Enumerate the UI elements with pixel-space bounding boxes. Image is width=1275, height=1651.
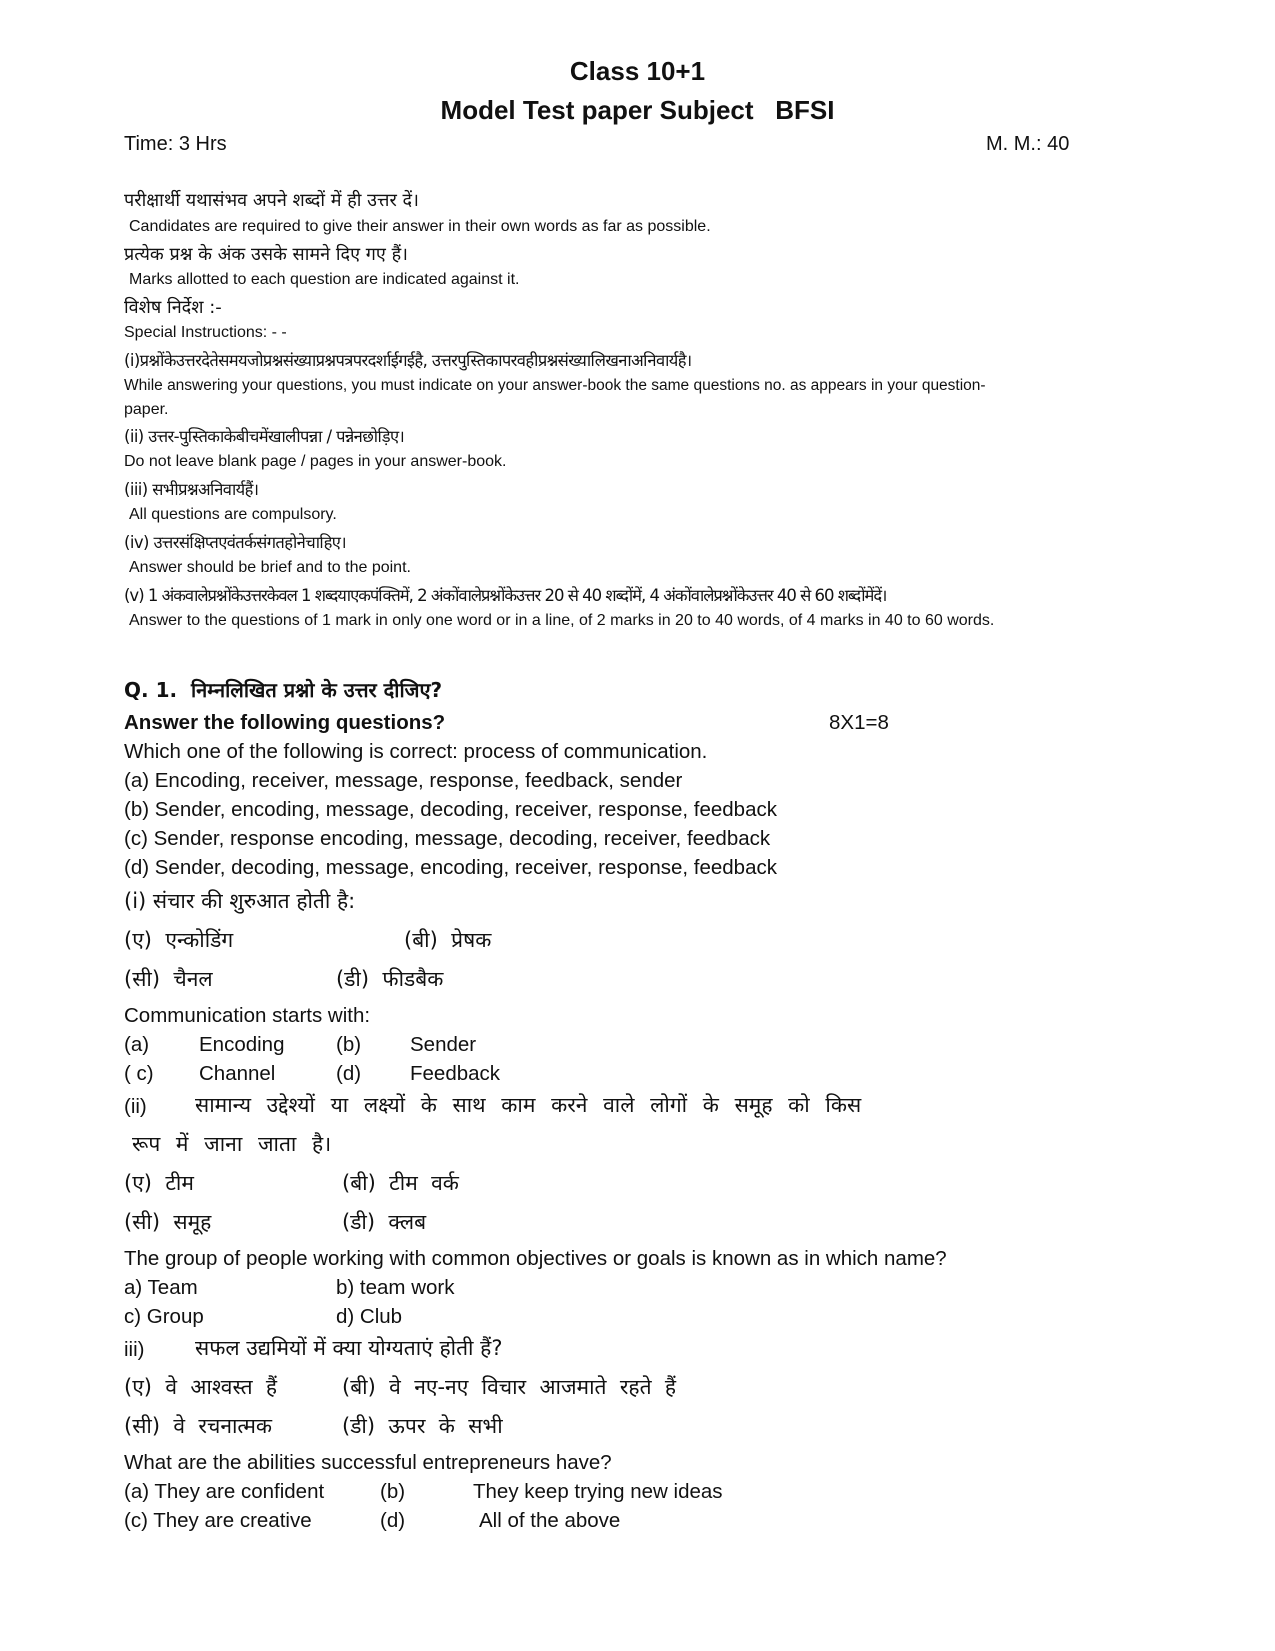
part-iii-option-b: They keep trying new ideas — [473, 1480, 723, 1503]
part-iii-option-a: (a) They are confident — [124, 1480, 325, 1503]
instruction-ii-hindi: (ii) उत्तर-पुस्तिकाकेबीचमेंखालीपन्ना / पन्नेनछोड़िए। — [124, 427, 405, 446]
part-iii-option-d-hindi: (डी) ऊपर के सभी — [342, 1414, 503, 1438]
max-marks: M. M.: 40 — [986, 133, 1070, 155]
part-iii-question-hindi: सफल उद्यमियों में क्या योग्यताएं होती हैं? — [195, 1336, 503, 1360]
part-ii-option-c: c) Group — [124, 1305, 204, 1328]
part-i-option-b-label: (b) — [336, 1033, 362, 1056]
part-ii-question-hindi-line1: सामान्य उद्देश्यों या लक्ष्यों के साथ काम करने वाले लोगों के समूह को किस — [195, 1093, 862, 1117]
part-i-question-hindi: (i) संचार की शुरुआत होती है: — [124, 889, 356, 913]
instruction-general-english-1: Candidates are required to give their answer in their own words as far as possible. — [129, 218, 711, 235]
instruction-v-hindi: (v) 1 अंकवालेप्रश्नोंकेउत्तरकेवल 1 शब्दयाएकपंक्तिमें, 2 अंकोंवालेप्रश्नोंकेउत्तर 20 से 40 शब्दोंमें, 4 अंकोंवालेप्रश्नोंकेउत्तर 40 से 60 शब्दोंमेंदें। — [124, 586, 887, 605]
part-iii-label: iii) — [124, 1338, 145, 1361]
instruction-ii-english: Do not leave blank page / pages in your answer-book. — [124, 453, 507, 470]
question-1-marks: 8X1=8 — [829, 711, 889, 734]
instruction-v-english: Answer to the questions of 1 mark in only one word or in a line, of 2 marks in 20 to 40 words, of 4 marks in 40 to 60 words. — [129, 612, 995, 629]
part-i-option-a-hindi: (ए) एन्कोडिंग — [124, 928, 234, 952]
intro-option-d: (d) Sender, decoding, message, encoding, receiver, response, feedback — [124, 856, 777, 879]
instruction-i-english-line2: paper. — [124, 401, 169, 418]
question-1-heading-hindi: Q. 1. निम्नलिखित प्रश्नो के उत्तर दीजिए? — [124, 678, 443, 702]
part-i-option-c: Channel — [199, 1062, 276, 1085]
part-i-option-a: Encoding — [199, 1033, 285, 1056]
part-i-option-d: Feedback — [410, 1062, 501, 1085]
special-instructions-hindi: विशेष निर्देश :- — [124, 297, 222, 318]
part-i-option-b-hindi: (बी) प्रेषक — [404, 928, 492, 952]
part-iii-option-a-hindi: (ए) वे आश्वस्त हैं — [124, 1375, 278, 1399]
instruction-i-english-line1: While answering your questions, you must indicate on your answer-book the same questions no. as appears in your question- — [124, 377, 986, 394]
class-title: Class 10+1 — [569, 56, 706, 86]
intro-option-c: (c) Sender, response encoding, message, decoding, receiver, feedback — [124, 827, 771, 850]
part-iii-option-b-hindi: (बी) वे नए-नए विचार आजमाते रहते हैं — [342, 1375, 677, 1399]
part-ii-label: (ii) — [124, 1095, 147, 1118]
part-i-option-b: Sender — [410, 1033, 477, 1056]
part-ii-option-d: d) Club — [336, 1305, 403, 1328]
instruction-iii-english: All questions are compulsory. — [129, 506, 337, 523]
time-allowed: Time: 3 Hrs — [124, 133, 227, 155]
part-iii-option-b-label: (b) — [380, 1480, 406, 1503]
part-i-option-c-hindi: (सी) चैनल — [124, 967, 213, 991]
part-i-option-c-label: ( c) — [124, 1062, 154, 1085]
part-iii-question-english: What are the abilities successful entrepreneurs have? — [124, 1451, 612, 1474]
part-ii-option-b-hindi: (बी) टीम वर्क — [342, 1171, 459, 1195]
part-iii-option-d: All of the above — [479, 1509, 621, 1532]
part-i-question-english: Communication starts with: — [124, 1004, 371, 1027]
part-iii-option-c: (c) They are creative — [124, 1509, 312, 1532]
instruction-general-hindi-1: परीक्षार्थी यथासंभव अपने शब्दों में ही उत्तर दें। — [124, 190, 419, 211]
intro-option-a: (a) Encoding, receiver, message, response, feedback, sender — [124, 769, 683, 792]
instruction-general-english-2: Marks allotted to each question are indicated against it. — [129, 271, 520, 288]
paper-title: Model Test paper Subject BFSI — [440, 95, 835, 125]
part-i-option-d-label: (d) — [336, 1062, 362, 1085]
instruction-i-hindi: (i)प्रश्नोंकेउत्तरदेतेसमयजोप्रश्नसंख्याप्रश्नपत्रपरदर्शाईगईहै, उत्तरपुस्तिकापरवहीप्रश्नसंख्यालिखनाअनिवार्यहै। — [124, 351, 692, 370]
special-instructions-english: Special Instructions: - - — [124, 324, 287, 341]
part-ii-option-d-hindi: (डी) क्लब — [342, 1210, 427, 1234]
part-i-option-a-label: (a) — [124, 1033, 150, 1056]
part-ii-option-a: a) Team — [124, 1276, 198, 1299]
part-ii-option-a-hindi: (ए) टीम — [124, 1171, 194, 1195]
intro-question: Which one of the following is correct: process of communication. — [124, 740, 708, 763]
instruction-iii-hindi: (iii) सभीप्रश्नअनिवार्यहैं। — [124, 480, 259, 499]
part-iii-option-c-hindi: (सी) वे रचनात्मक — [124, 1414, 273, 1438]
intro-option-b: (b) Sender, encoding, message, decoding, receiver, response, feedback — [124, 798, 777, 821]
part-ii-option-b: b) team work — [336, 1276, 455, 1299]
instruction-iv-hindi: (iv) उत्तरसंक्षिप्तएवंतर्कसंगतहोनेचाहिए। — [124, 533, 346, 552]
part-ii-option-c-hindi: (सी) समूह — [124, 1210, 212, 1234]
instruction-iv-english: Answer should be brief and to the point. — [129, 559, 411, 576]
part-ii-question-hindi-line2: रूप में जाना जाता है। — [132, 1132, 332, 1156]
part-ii-question-english: The group of people working with common objectives or goals is known as in which name? — [124, 1247, 947, 1270]
part-i-option-d-hindi: (डी) फीडबैक — [336, 967, 444, 991]
part-iii-option-d-label: (d) — [380, 1509, 406, 1532]
instruction-general-hindi-2: प्रत्येक प्रश्न के अंक उसके सामने दिए गए हैं। — [124, 244, 408, 265]
question-1-heading-english: Answer the following questions? — [124, 711, 446, 734]
